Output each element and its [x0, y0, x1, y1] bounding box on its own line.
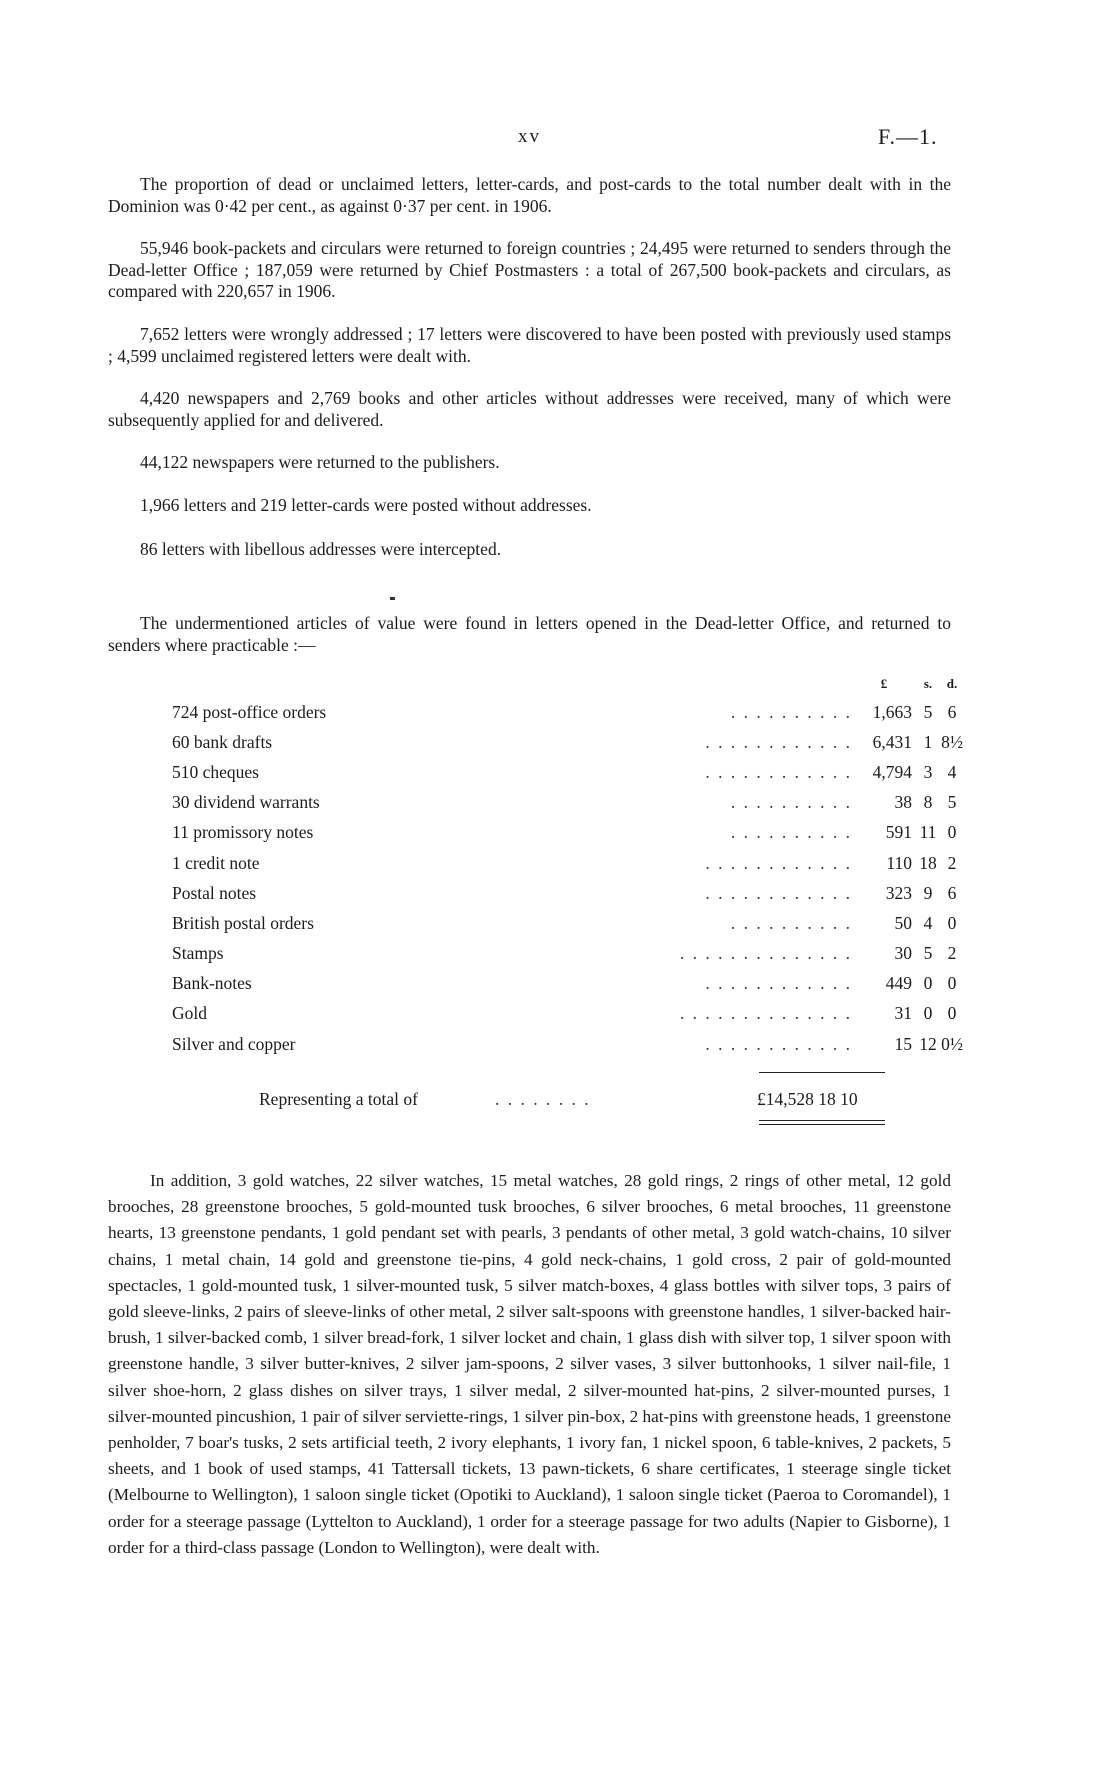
table-row — [172, 848, 964, 878]
row-pounds: 323 — [885, 882, 912, 903]
row-leader-dots: . . . . . . . . . . — [730, 701, 852, 722]
table-row — [172, 969, 964, 999]
row-shillings: 3 — [923, 761, 933, 782]
row-pounds: 591 — [885, 822, 912, 843]
row-leader-dots: . . . . . . . . . . . . — [705, 973, 852, 994]
row-pounds: 110 — [886, 852, 912, 873]
paragraph-newspapers-returned: 44,122 newspapers were returned to the publishers. — [140, 452, 500, 472]
row-leader-dots: . . . . . . . . . . . . — [705, 882, 852, 903]
row-pence: 0 — [947, 1003, 957, 1024]
paragraph-book-packets: 55,946 book-packets and circulars were returned to foreign countries ; 24,495 were returned to senders through the Dead-letter Office ; 187,059 were returned by Chief Postmasters : a total of 267,500 book-packets and circulars, as compared with 220,657 in 1906. — [108, 238, 951, 301]
row-leader-dots: . . . . . . . . . . — [730, 912, 852, 933]
row-pence: 0 — [947, 973, 957, 994]
paragraph-dead-letters: The proportion of dead or unclaimed letters, letter-cards, and post-cards to the total number dealt with in the Dominion was 0·42 per cent., as against 0·37 per cent. in 1906. — [108, 174, 951, 216]
articles-of-value-table — [172, 671, 964, 1059]
paragraph-libellous: 86 letters with libellous addresses were intercepted. — [140, 539, 502, 559]
row-pounds: 38 — [894, 792, 912, 813]
paragraph-wrongly-addressed: 7,652 letters were wrongly addressed ; 17 letters were discovered to have been posted with previously used stamps ; 4,599 unclaimed registered letters were dealt with. — [108, 324, 951, 366]
column-header-shillings: s. — [923, 676, 933, 691]
table-row — [172, 818, 964, 848]
column-header-pence: d. — [946, 676, 958, 691]
row-shillings: 0 — [923, 973, 933, 994]
page-reference: F.—1. — [878, 124, 938, 149]
row-pence: 0½ — [941, 1033, 963, 1054]
row-pence: 4 — [947, 761, 957, 782]
row-pence: 2 — [947, 943, 957, 964]
row-item: 11 promissory notes — [172, 822, 314, 843]
row-pounds: 30 — [894, 943, 912, 964]
row-leader-dots: . . . . . . . . . . — [730, 792, 852, 813]
total-double-rule-bottom — [759, 1124, 885, 1125]
page-number: xv — [518, 126, 541, 147]
row-pounds: 1,663 — [872, 701, 912, 722]
row-pence: 2 — [947, 852, 957, 873]
table-row — [172, 939, 964, 969]
subtotal-rule — [759, 1072, 885, 1073]
row-item: 510 cheques — [172, 761, 259, 782]
row-leader-dots: . . . . . . . . . . . . — [705, 1033, 852, 1054]
row-item: British postal orders — [172, 912, 314, 933]
row-leader-dots: . . . . . . . . . . . . — [705, 761, 852, 782]
row-pence: 0 — [947, 822, 957, 843]
table-row — [172, 878, 964, 908]
row-shillings: 8 — [923, 792, 933, 813]
row-pounds: 50 — [894, 912, 912, 933]
table-row — [172, 697, 964, 727]
row-pounds: 449 — [885, 973, 912, 994]
row-item: Bank-notes — [172, 973, 252, 994]
table-header-row — [172, 671, 964, 697]
table-row — [172, 727, 964, 757]
total-label: Representing a total of — [259, 1089, 418, 1109]
row-item: 30 dividend warrants — [172, 792, 320, 813]
row-leader-dots: . . . . . . . . . . . . . . — [679, 943, 852, 964]
ink-mark — [390, 597, 395, 600]
row-leader-dots: . . . . . . . . . . . . . . — [679, 1003, 852, 1024]
paragraph-without-addresses: 1,966 letters and 219 letter-cards were posted without addresses. — [140, 495, 592, 515]
row-pounds: 4,794 — [872, 761, 912, 782]
row-pounds: 15 — [894, 1033, 912, 1054]
table-row — [172, 908, 964, 938]
row-shillings: 0 — [923, 1003, 933, 1024]
row-shillings: 1 — [923, 731, 933, 752]
row-item: Stamps — [172, 943, 224, 964]
row-pence: 8½ — [941, 731, 963, 752]
row-leader-dots: . . . . . . . . . . . . — [705, 731, 852, 752]
row-item: Postal notes — [172, 882, 257, 903]
row-shillings: 5 — [923, 943, 933, 964]
row-leader-dots: . . . . . . . . . . — [730, 822, 852, 843]
paragraph-newspapers-books: 4,420 newspapers and 2,769 books and other articles without addresses were received, many of which were subsequently applied for and delivered. — [108, 388, 951, 430]
row-shillings: 11 — [919, 822, 937, 843]
row-shillings: 9 — [923, 882, 933, 903]
row-shillings: 18 — [919, 852, 937, 873]
row-item: 1 credit note — [172, 852, 260, 873]
row-pence: 0 — [947, 912, 957, 933]
row-item: Silver and copper — [172, 1033, 296, 1054]
row-shillings: 4 — [923, 912, 933, 933]
row-shillings: 5 — [923, 701, 933, 722]
row-pounds: 31 — [894, 1003, 912, 1024]
row-pence: 5 — [947, 792, 957, 813]
row-pounds: 6,431 — [872, 731, 912, 752]
paragraph-additional-articles: In addition, 3 gold watches, 22 silver watches, 15 metal watches, 28 gold rings, 2 rings of other metal, 12 gold brooches, 28 greenstone brooches, 5 gold-mounted tusk brooches, 6 silver brooches, 6 metal brooches, 11 greenstone hearts, 13 greenstone pendants, 1 gold pendant set with pearls, 3 pendants of other metal, 3 gold watch-chains, 10 silver chains, 1 metal chain, 14 gold and greenstone tie-pins, 4 gold neck-chains, 1 gold cross, 2 pair of gold-mounted spectacles, 1 gold-mounted tusk, 1 silver-mounted tusk, 5 silver match-boxes, 4 glass bottles with silver tops, 3 pairs of gold sleeve-links, 2 pairs of sleeve-links of other metal, 2 silver salt-spoons with greenstone handles, 1 silver-backed hair-brush, 1 silver-backed comb, 1 silver bread-fork, 1 silver locket and chain, 1 glass dish with silver top, 1 silver spoon with greenstone handle, 3 silver butter-knives, 2 silver jam-spoons, 2 silver vases, 3 silver buttonhooks, 1 silver nail-file, 1 silver shoe-horn, 2 glass dishes on silver trays, 1 silver medal, 2 silver-mounted hat-pins, 2 silver-mounted purses, 1 silver-mounted pincushion, 1 pair of silver serviette-rings, 1 silver pin-box, 2 hat-pins with greenstone heads, 1 greenstone penholder, 7 boar's tusks, 2 sets artificial teeth, 2 ivory elephants, 1 ivory fan, 1 nickel spoon, 6 table-knives, 2 packets, 5 sheets, and 1 book of used stamps, 41 Tattersall tickets, 13 pawn-tickets, 6 share certificates, 1 steerage single ticket (Melbourne to Wellington), 1 saloon single ticket (Opotiki to Auckland), 1 saloon single ticket (Paeroa to Coromandel), 1 order for a steerage passage (Lyttelton to Auckland), 1 order for a steerage passage for two adults (Napier to Gisborne), 1 order for a third-class passage (London to Wellington), were dealt with. — [108, 1171, 951, 1557]
total-value: £14,528 18 10 — [757, 1089, 858, 1109]
row-pence: 6 — [947, 701, 957, 722]
row-item: 724 post-office orders — [172, 701, 327, 722]
table-row — [172, 999, 964, 1029]
row-shillings: 12 — [919, 1033, 937, 1054]
row-item: 60 bank drafts — [172, 731, 273, 752]
table-row — [172, 757, 964, 787]
table-row — [172, 1029, 964, 1059]
row-leader-dots: . . . . . . . . . . . . — [705, 852, 852, 873]
row-pence: 6 — [947, 882, 957, 903]
column-header-pounds: £ — [880, 676, 888, 691]
table-row — [172, 788, 964, 818]
paragraph-articles-of-value: The undermentioned articles of value were found in letters opened in the Dead-letter Office, and returned to senders where practicable :— — [108, 613, 951, 655]
row-item: Gold — [172, 1003, 207, 1024]
total-leader-dots: . . . . . . . . — [495, 1089, 591, 1109]
total-double-rule-top — [759, 1120, 885, 1121]
